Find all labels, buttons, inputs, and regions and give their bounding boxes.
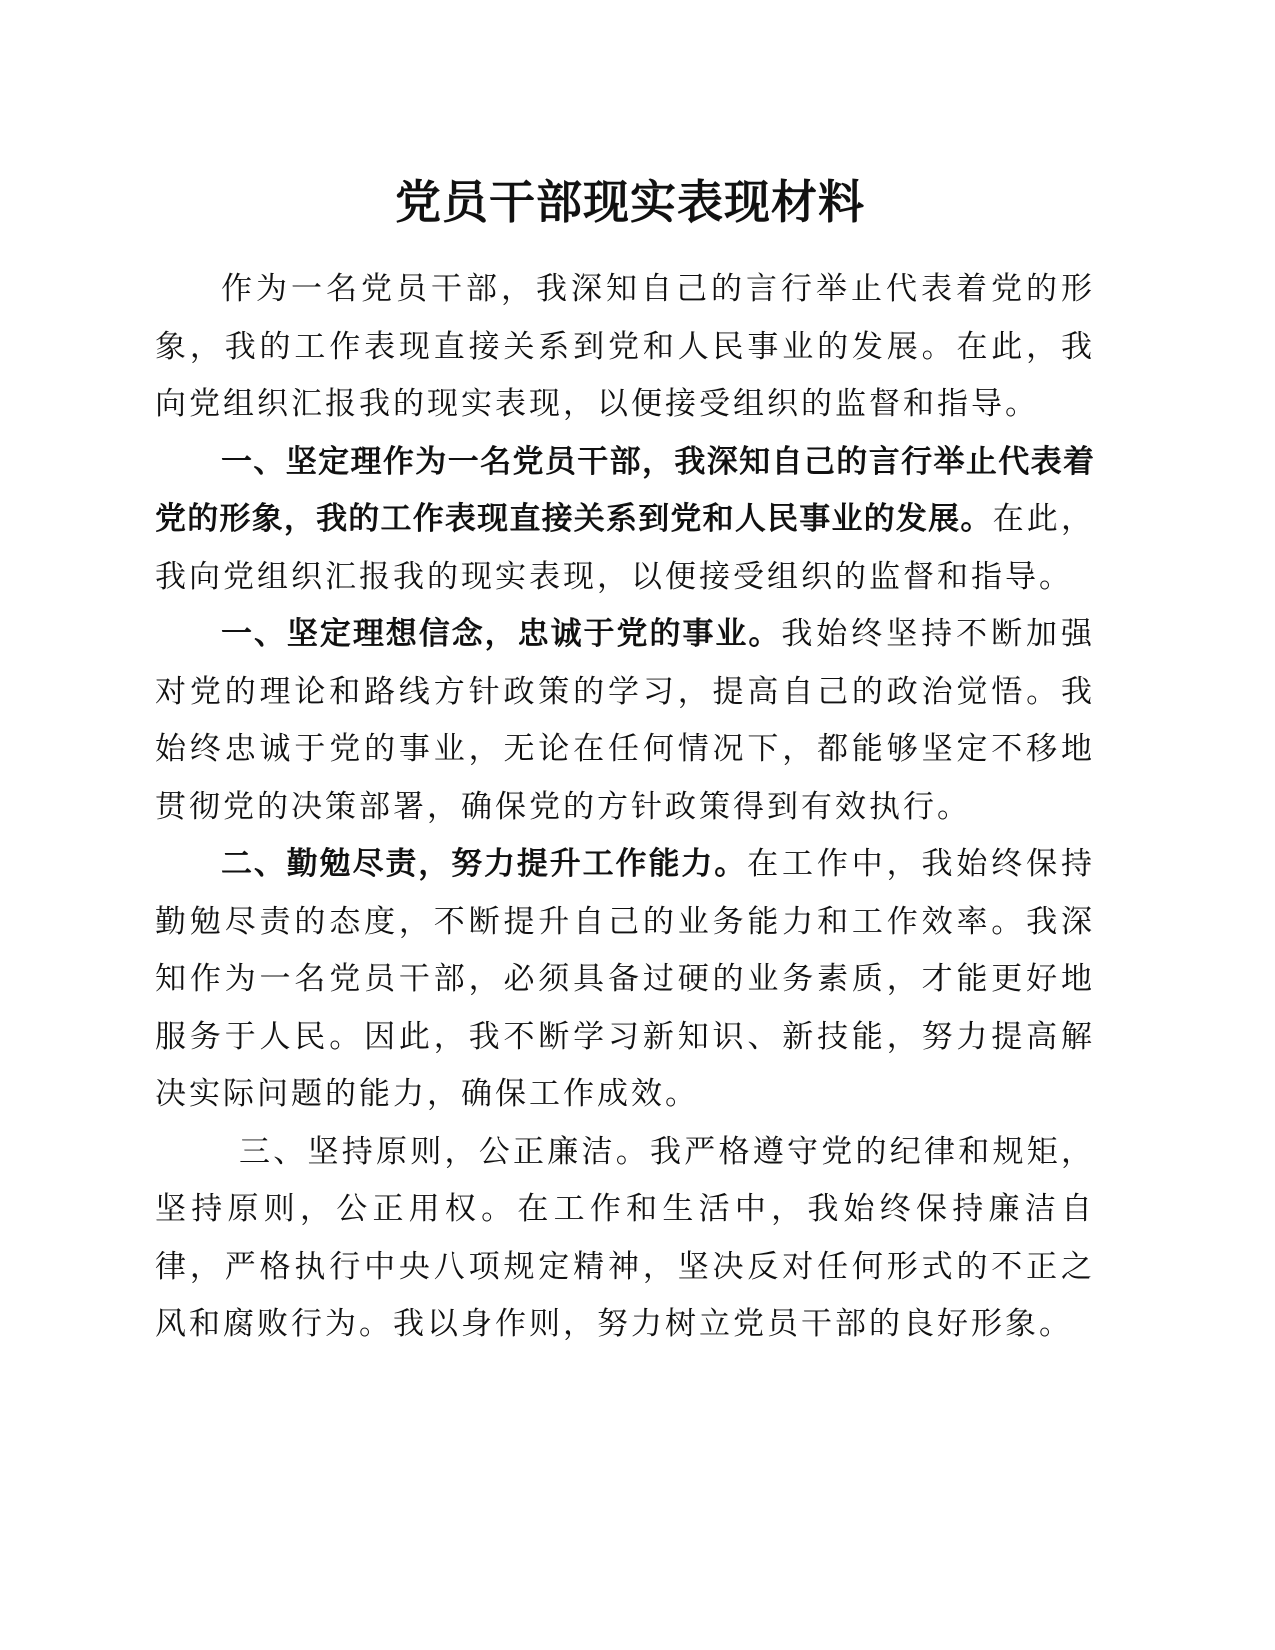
paragraph-section-2 [155, 836, 1095, 1124]
paragraph-text: 在此，我向党组织汇报我的现实表现，以便接受组织的监督和指导。 [155, 501, 1096, 595]
document-body [155, 261, 1095, 1354]
paragraph-section-draft [155, 434, 1095, 607]
section-heading: 一、坚定理作为一名党员干部，我深知自己的言行举止代表着党的形象，我的工作表现直接关系到党和人民事业的发展。 [155, 443, 1095, 537]
paragraph-section-3 [155, 1124, 1095, 1354]
paragraph-text: 我始终坚持不断加强对党的理论和路线方针政策的学习，提高自己的政治觉悟。我始终忠诚于党的事业，无论在任何情况下，都能够坚定不移地贯彻党的决策部署，确保党的方针政策得到有效执行。 [155, 616, 1096, 825]
section-heading: 一、坚定理想信念，忠诚于党的事业。 [221, 616, 782, 652]
paragraph-section-1 [155, 606, 1095, 836]
paragraph-text: 三、坚持原则，公正廉洁。我严格遵守党的纪律和规矩，坚持原则，公正用权。在工作和生活中，我始终保持廉洁自律，严格执行中央八项规定精神，坚决反对任何形式的不正之风和腐败行为。我以身作则，努力树立党员干部的良好形象。 [155, 1133, 1095, 1342]
document-title: 党员干部现实表现材料 [395, 175, 865, 229]
paragraph-text: 作为一名党员干部，我深知自己的言行举止代表着党的形象，我的工作表现直接关系到党和人民事业的发展。在此，我向党组织汇报我的现实表现，以便接受组织的监督和指导。 [155, 271, 1095, 422]
section-heading: 二、勤勉尽责，努力提升工作能力。 [221, 846, 748, 882]
paragraph-text: 在工作中，我始终保持勤勉尽责的态度，不断提升自己的业务能力和工作效率。我深知作为一名党员干部，必须具备过硬的业务素质，才能更好地服务于人民。因此，我不断学习新知识、新技能，努力提高解决实际问题的能力，确保工作成效。 [155, 846, 1095, 1112]
paragraph-intro [155, 261, 1095, 434]
